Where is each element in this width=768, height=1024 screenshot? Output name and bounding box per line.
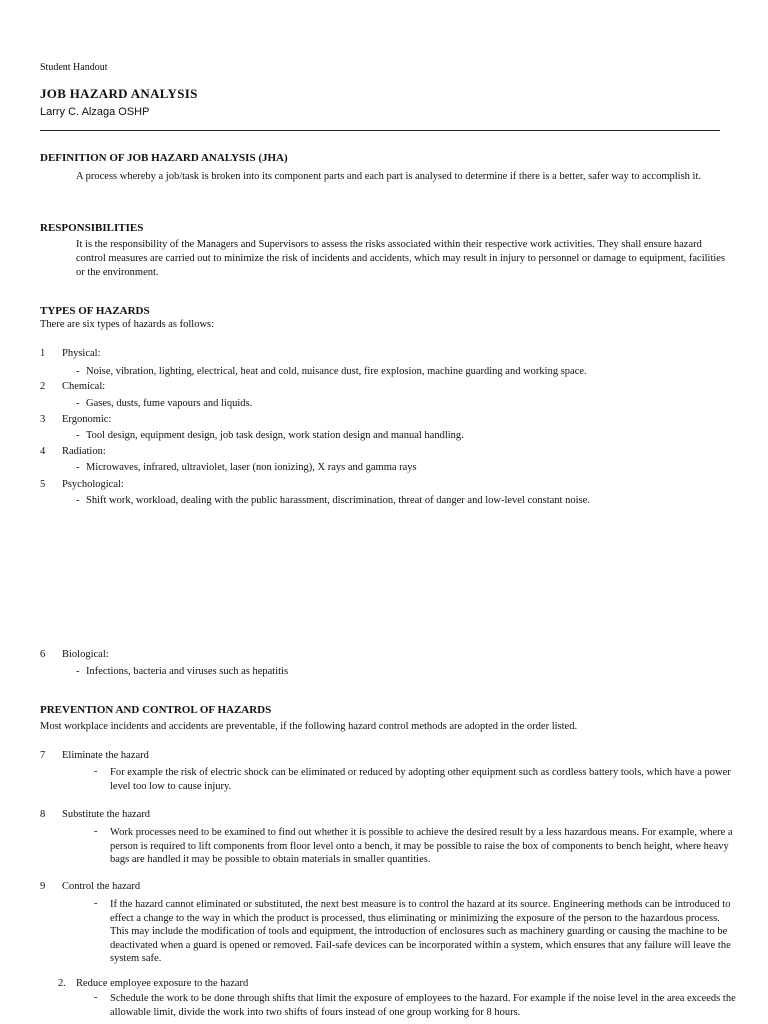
hazard-label: Chemical:: [62, 381, 106, 392]
types-heading: TYPES OF HAZARDS: [40, 305, 150, 317]
document-title: JOB HAZARD ANALYSIS: [40, 86, 198, 101]
responsibilities-text: It is the responsibility of the Managers and Supervisors to assess the risks associated within their respective work activities. They shall ensure hazard control measures are carried out to minimize the risk of incidents and accidents, which may result in injury to personnel or damage to equipment, facilities or the environment.: [76, 239, 726, 278]
definition-heading: DEFINITION OF JOB HAZARD ANALYSIS (JHA): [40, 152, 288, 164]
control-label: Reduce employee exposure to the hazard: [76, 978, 249, 989]
control-detail: Work processes need to be examined to find out whether it is possible to achieve the desired result by a less hazardous means. For example, where a person is required to lift components from floor level onto a bench, it may be possible to raise the box of components to bench height, where heavy bags are handled it may be possible to obtain materials in smaller quantities.: [110, 827, 733, 865]
hazard-detail: Shift work, workload, dealing with the public harassment, discrimination, threat of danger and low-level constant noise.: [86, 495, 590, 506]
header-divider: [40, 130, 720, 131]
prevention-heading: PREVENTION AND CONTROL OF HAZARDS: [40, 704, 272, 716]
control-detail: For example the risk of electric shock can be eliminated or reduced by adopting other equipment such as cordless battery tools, which have a power level too low to cause injury.: [110, 767, 731, 792]
hazard-number: 2: [40, 381, 46, 392]
hazard-detail: Microwaves, infrared, ultraviolet, laser (non ionizing), X rays and gamma rays: [86, 462, 417, 473]
control-detail: If the hazard cannot eliminated or substituted, the next best measure is to control the hazard at its source. Engineering methods can be introduced to effect a change to the way in which the product is processed, thus eliminating or minimizing the exposure of the person to the hazardous process. This may include the modification of tools and equipment, the introduction of enclosures such as machinery guarding or causing the machine to be deactivated when a guard is opened or removed. Fail-safe devices can be incorporated within a system, which ensures that any failure will leave the system safe.: [110, 899, 731, 964]
dash-bullet: -: [94, 992, 98, 1003]
control-label: Control the hazard: [62, 881, 141, 892]
dash-bullet: -: [76, 666, 80, 677]
dash-bullet: -: [76, 366, 80, 377]
dash-bullet: -: [76, 398, 80, 409]
author-line: Larry C. Alzaga OSHP: [40, 106, 150, 118]
control-number: 7: [40, 750, 46, 761]
hazard-number: 4: [40, 446, 46, 457]
hazard-number: 6: [40, 649, 46, 660]
hazard-number: 3: [40, 414, 46, 425]
hazard-number: 5: [40, 479, 46, 490]
control-number: 2.: [58, 978, 66, 989]
hazard-label: Physical:: [62, 348, 101, 359]
hazard-detail: Gases, dusts, fume vapours and liquids.: [86, 398, 253, 409]
hazard-label: Psychological:: [62, 479, 124, 490]
responsibilities-heading: RESPONSIBILITIES: [40, 222, 144, 234]
dash-bullet: -: [76, 495, 80, 506]
hazard-detail: Infections, bacteria and viruses such as hepatitis: [86, 666, 289, 677]
hazard-detail: Tool design, equipment design, job task design, work station design and manual handling.: [86, 430, 464, 441]
dash-bullet: -: [94, 898, 98, 909]
dash-bullet: -: [76, 462, 80, 473]
control-detail: Schedule the work to be done through shifts that limit the exposure of employees to the hazard. For example if the noise level in the area exceeds the allowable limit, divide the work into two shifts of fours instead of one group working for 8 hours.: [110, 993, 736, 1018]
hazard-number: 1: [40, 348, 46, 359]
control-number: 8: [40, 809, 46, 820]
prevention-intro: Most workplace incidents and accidents are preventable, if the following hazard control methods are adopted in the order listed.: [40, 721, 578, 732]
hazard-label: Ergonomic:: [62, 414, 112, 425]
hazard-label: Biological:: [62, 649, 109, 660]
dash-bullet: -: [94, 766, 98, 777]
control-label: Eliminate the hazard: [62, 750, 149, 761]
control-label: Substitute the hazard: [62, 809, 151, 820]
types-intro: There are six types of hazards as follows:: [40, 319, 215, 330]
control-number: 9: [40, 881, 46, 892]
hazard-detail: Noise, vibration, lighting, electrical, heat and cold, nuisance dust, fire explosion, machine guarding and working space.: [86, 366, 587, 377]
dash-bullet: -: [94, 826, 98, 837]
hazard-label: Radiation:: [62, 446, 106, 457]
handout-label: Student Handout: [40, 62, 108, 73]
dash-bullet: -: [76, 430, 80, 441]
definition-text: A process whereby a job/task is broken into its component parts and each part is analysed to determine if there is a better, safer way to accomplish it.: [76, 171, 702, 182]
